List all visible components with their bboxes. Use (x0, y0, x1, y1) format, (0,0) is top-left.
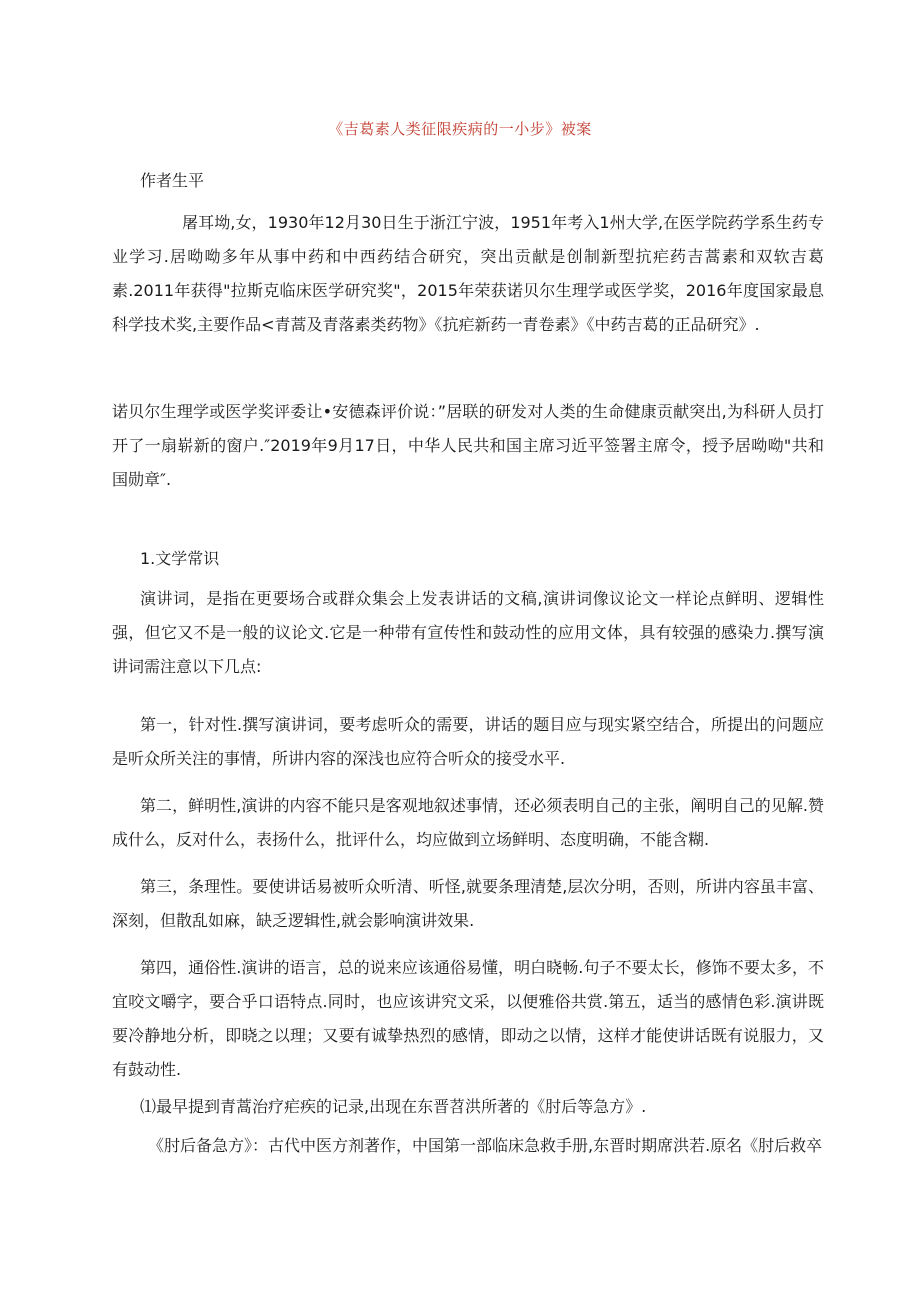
author-heading: 作者生平 (140, 171, 205, 190)
point-one-paragraph: 第一，针对性.撰写演讲词，要考虑听众的需要，讲话的题目应与现实紧空结合，所提出的问题应是听众所关注的事情，所讲内容的深浅也应符合听众的接受水平. (112, 715, 824, 768)
literature-heading: 1.文学常识 (140, 549, 220, 568)
note-two-paragraph: 《肘后备急方》：古代中医方剂著作，中国第一部临床急救手册,东晋时期席洪若.原名《肘后救卒 (148, 1136, 823, 1155)
point-four-paragraph: 第四，通俗性.演讲的语言，总的说来应该通俗易懂，明白晓畅.句子不要太长，修饰不要太多，不宜咬文嚼字，要合乎口语特点.同时，也应该讲究文采，以便雅俗共赏.第五，适当的感情色彩.演讲既要冷静地分析，即晓之以理；又要有诚挚热烈的感情，即动之以情，这样才能使讲话既有说服力，又有鼓动性. (112, 958, 824, 1079)
quote-paragraph: 诺贝尔生理学或医学奖评委让•安德森评价说：”居联的研发对人类的生命健康贡献突出,为科研人员打开了一扇崭新的窗户.″2019年9月17日，中华人民共和国主席习近平签署主席令，授予居呦呦"共和国勋章″. (112, 402, 824, 489)
speech-definition-paragraph: 演讲词，是指在更要场合或群众集会上发表讲话的文稿,演讲词像议论文一样论点鲜明、逻辑性强，但它又不是一般的议论文.它是一种带有宣传性和鼓动性的应用文体，具有较强的感染力.撰写演讲词需注意以下几点: (112, 589, 824, 676)
note-one-paragraph: ⑴最早提到青蒿治疗疟疾的记录,出现在东晋苕洪所著的《肘后等急方》. (140, 1097, 647, 1116)
bio-paragraph: 屠耳坳,女，1930年12月30日生于浙江宁波，1951年考入1州大学,在医学院药学系生药专业学习.居呦呦多年从事中药和中西药结合研究，突出贡献是创制新型抗疟药吉蒿素和双软吉葛素.2011年获得"拉斯克临床医学研究奖"，2015年荣获诺贝尔生理学或医学奖，2016年度国家最息科学技术奖,主要作品<青蒿及青落素类药物》《抗疟新药一青卷素》《中药吉葛的正品研究》. (112, 213, 824, 334)
point-two-paragraph: 第二，鲜明性,演讲的内容不能只是客观地叙述事情，还必须表明自己的主张，阐明自己的见解.赞成什么，反对什么，表扬什么，批评什么，均应做到立场鲜明、态度明确，不能含糊. (112, 796, 824, 849)
point-three-paragraph: 第三，条理性。要使讲话易被听众听清、听怪,就要条理清楚,层次分明，否则，所讲内容虽丰富、深刻，但散乱如麻，缺乏逻辑性,就会影响演讲效果. (112, 877, 824, 930)
document-title: 《吉葛素人类征限疾病的一小步》被案 (328, 120, 592, 138)
